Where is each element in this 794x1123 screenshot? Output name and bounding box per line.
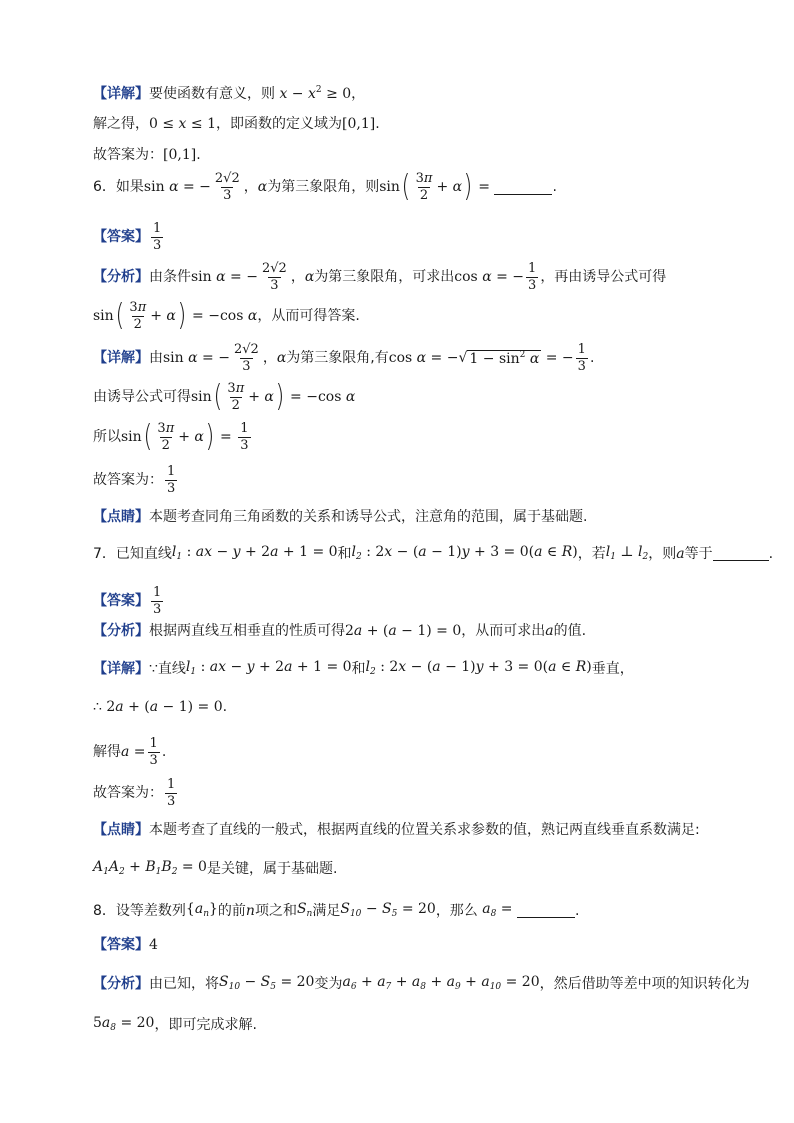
answer-blank[interactable]: [494, 180, 552, 195]
text: .: [768, 545, 774, 562]
text: 解之得，: [93, 116, 149, 132]
text: 直线: [157, 660, 186, 677]
detail-5-line: [93, 86, 365, 101]
answer-tag: 【答案】: [93, 937, 149, 953]
formula: α: [304, 269, 315, 286]
text: ，: [262, 350, 277, 367]
text: ，: [290, 269, 305, 286]
formula: 2a + (a − 1) = 0: [345, 623, 462, 639]
answer-8: [93, 938, 158, 952]
formula: sin: [93, 308, 114, 325]
fraction: $\frac{3\pi}{2}$: [415, 171, 433, 203]
text: 所以: [93, 429, 121, 446]
text: 由: [149, 350, 163, 367]
analysis-7: [93, 624, 586, 638]
text: 的前: [217, 902, 246, 919]
fraction: $\frac{3\pi}{2}$: [227, 381, 245, 413]
comment-7-line-2: [93, 860, 337, 877]
text: ，从而可求出: [461, 623, 546, 639]
fraction: $\frac{2√2}{3}$: [261, 261, 287, 293]
text: ，再由诱导公式可得: [540, 269, 667, 286]
formula: 0 ≤ x ≤ 1: [149, 116, 216, 132]
answer-blank[interactable]: [517, 903, 575, 918]
answer-tag: 【答案】: [93, 229, 149, 246]
text: 要使函数有意义，则: [149, 85, 275, 102]
formula: $S_n$: [296, 901, 313, 919]
analysis-tag: 【分析】: [93, 975, 149, 992]
comment-7: [93, 823, 700, 837]
text: 解得: [93, 744, 121, 761]
fraction: $\frac{1}{3}$: [577, 342, 586, 374]
text: 本题考查同角三角函数的关系和诱导公式，注意角的范围，属于基础题.: [149, 509, 588, 525]
fraction: $\frac{3\pi}{2}$: [157, 421, 175, 453]
analysis-6: [93, 262, 666, 292]
formula: $5a_8 = 20$: [93, 1015, 155, 1033]
question-7: [93, 545, 773, 562]
text: ，则: [648, 545, 677, 562]
text: 的值.: [553, 623, 587, 639]
formula: $A_1A_2 + B_1B_2 = 0$: [93, 859, 207, 877]
text: 为第三象限角，可求出: [314, 269, 455, 286]
therefore-icon: ∴ 2a + (a − 1) = 0: [93, 699, 223, 715]
detail-7: [93, 660, 634, 677]
text: ，从而可得答案.: [257, 308, 360, 325]
question-6: 6．如果 sin α = − $\frac{2√2}{3}$ ， α 为第三象限角，则 sin ( $\frac{3\pi}{2}$ + α ) = .: [93, 169, 557, 205]
formula: sin α = −: [191, 269, 258, 286]
text: ，那么: [435, 902, 478, 919]
fraction: $\frac{1}{3}$: [167, 777, 176, 809]
text: .: [375, 116, 380, 132]
detail-tag: 【详解】: [93, 85, 149, 102]
detail-7-line-3: [93, 737, 166, 767]
detail-7-line-2: [93, 700, 227, 714]
formula: cos α = −√ $1 - \sin^2 \alpha$ = −: [388, 350, 574, 368]
text: 项之和: [254, 902, 297, 919]
fraction: $\frac{3\pi}{2}$: [129, 300, 147, 332]
detail-tag: 【详解】: [93, 660, 149, 677]
text: 根据两直线互相垂直的性质可得: [149, 623, 345, 639]
formula: sin: [379, 179, 400, 196]
text: 7．已知直线: [93, 545, 172, 562]
formula: sin: [121, 429, 142, 446]
text: 为第三象限角，则: [267, 179, 380, 196]
answer-6: [93, 222, 165, 252]
comment-tag: 【点睛】: [93, 822, 149, 838]
answer-blank[interactable]: [713, 546, 769, 561]
text: 6．如果: [93, 179, 144, 196]
fraction: $\frac{1}{3}$: [153, 221, 162, 253]
fraction: $\frac{1}{3}$: [240, 421, 249, 453]
text: ，若: [577, 545, 606, 562]
fraction: $\frac{2√2}{3}$: [233, 342, 259, 374]
text: 由已知，将: [149, 975, 219, 992]
text: ，: [351, 85, 366, 102]
fraction: $\frac{1}{3}$: [167, 464, 176, 496]
text: 故答案为：: [93, 472, 163, 489]
text: 变为: [314, 975, 343, 992]
formula: a =: [121, 744, 146, 761]
text: .: [196, 147, 201, 163]
detail-6-line-2: 由诱导公式可得 sin ( $\frac{3\pi}{2}$ + α ) = −cos α: [93, 379, 356, 415]
text: 故答案为：: [93, 785, 163, 802]
formula: n: [245, 902, 255, 919]
text: ，即函数的定义域为: [216, 116, 342, 132]
text: ，: [243, 179, 258, 196]
text: ，即可完成求解.: [154, 1016, 257, 1033]
text: 由诱导公式可得: [93, 389, 191, 406]
text: 垂直，: [591, 660, 634, 677]
formula: $a_6 + a_7 + a_8 + a_9 + a_{10} = 20$: [342, 974, 540, 992]
formula: $l_2$ : 2x − (a − 1)y + 3 = 0(a ∈ R): [351, 544, 578, 562]
formula: sin α = −: [163, 350, 230, 367]
analysis-8: [93, 975, 750, 992]
text: 等于: [684, 545, 713, 562]
text: 满足: [312, 902, 341, 919]
detail-6-line-3: 所以 sin ( $\frac{3\pi}{2}$ + α ) = $\frac{1}{3}$: [93, 419, 249, 455]
detail-6: [93, 343, 594, 373]
formula: $l_1$ : ax − y + 2a + 1 = 0: [185, 659, 352, 677]
answer-tag: 【答案】: [93, 593, 149, 610]
text: 和: [337, 545, 352, 562]
answer-7: [93, 586, 165, 616]
analysis-8-line-2: [93, 1016, 257, 1033]
answer-7-final: [93, 778, 179, 808]
comment-6: [93, 510, 587, 524]
text: ，然后借助等差中项的知识转化为: [539, 975, 750, 992]
analysis-tag: 【分析】: [93, 623, 149, 639]
formula: $l_2$ : 2x − (a − 1)y + 3 = 0(a ∈ R): [365, 659, 592, 677]
detail-tag: 【详解】: [93, 350, 149, 367]
text: .: [552, 179, 557, 196]
formula: $\{a_n\}$: [185, 901, 218, 919]
detail-5-line-2: [93, 117, 380, 131]
question-8: [93, 902, 579, 919]
text: 本题考查了直线的一般式，根据两直线的位置关系求参数的值，熟记两直线垂直系数满足:: [149, 822, 700, 838]
text: .: [161, 744, 167, 761]
formula: [0,1]: [342, 116, 376, 132]
formula: α: [276, 350, 287, 367]
text: .: [574, 902, 580, 919]
formula: a: [545, 623, 554, 639]
text: .: [222, 699, 228, 715]
analysis-tag: 【分析】: [93, 269, 149, 286]
because-icon: ∵: [149, 660, 158, 677]
comment-tag: 【点睛】: [93, 509, 149, 525]
answer-value: 4: [149, 937, 158, 953]
formula: a: [676, 545, 685, 562]
answer-6-final: [93, 465, 179, 495]
formula: sin: [191, 389, 212, 406]
answer-5-line: [93, 148, 201, 162]
formula: $S_{10} - S_5 = 20$: [340, 901, 436, 919]
formula: cos α = −: [454, 269, 525, 286]
text: 由条件: [149, 269, 191, 286]
text: 为第三象限角,有: [286, 350, 389, 367]
text: 8．设等差数列: [93, 902, 186, 919]
fraction: $\frac{1}{3}$: [528, 261, 537, 293]
fraction: $\frac{1}{3}$: [149, 736, 158, 768]
formula: $l_1$ ⊥ $l_2$: [605, 544, 649, 562]
formula: $x - x^2 \ge 0$: [275, 85, 352, 102]
text: .: [589, 350, 595, 367]
fraction: $\frac{2√2}{3}$: [214, 171, 240, 203]
analysis-6-line-2: sin ( $\frac{3\pi}{2}$ + α ) = −cos α ，从而可得答案.: [93, 298, 360, 334]
formula: $a_8$ =: [477, 901, 513, 919]
formula: sin α = −: [143, 179, 211, 196]
text: 是关键，属于基础题.: [206, 860, 338, 877]
text: 和: [351, 660, 366, 677]
formula: [0,1]: [163, 147, 197, 163]
formula: $S_{10} - S_5 = 20$: [219, 974, 315, 992]
text: 故答案为：: [93, 147, 163, 163]
fraction: $\frac{1}{3}$: [153, 585, 162, 617]
formula: $l_1$ : ax − y + 2a + 1 = 0: [171, 544, 338, 562]
formula: α: [257, 179, 268, 196]
